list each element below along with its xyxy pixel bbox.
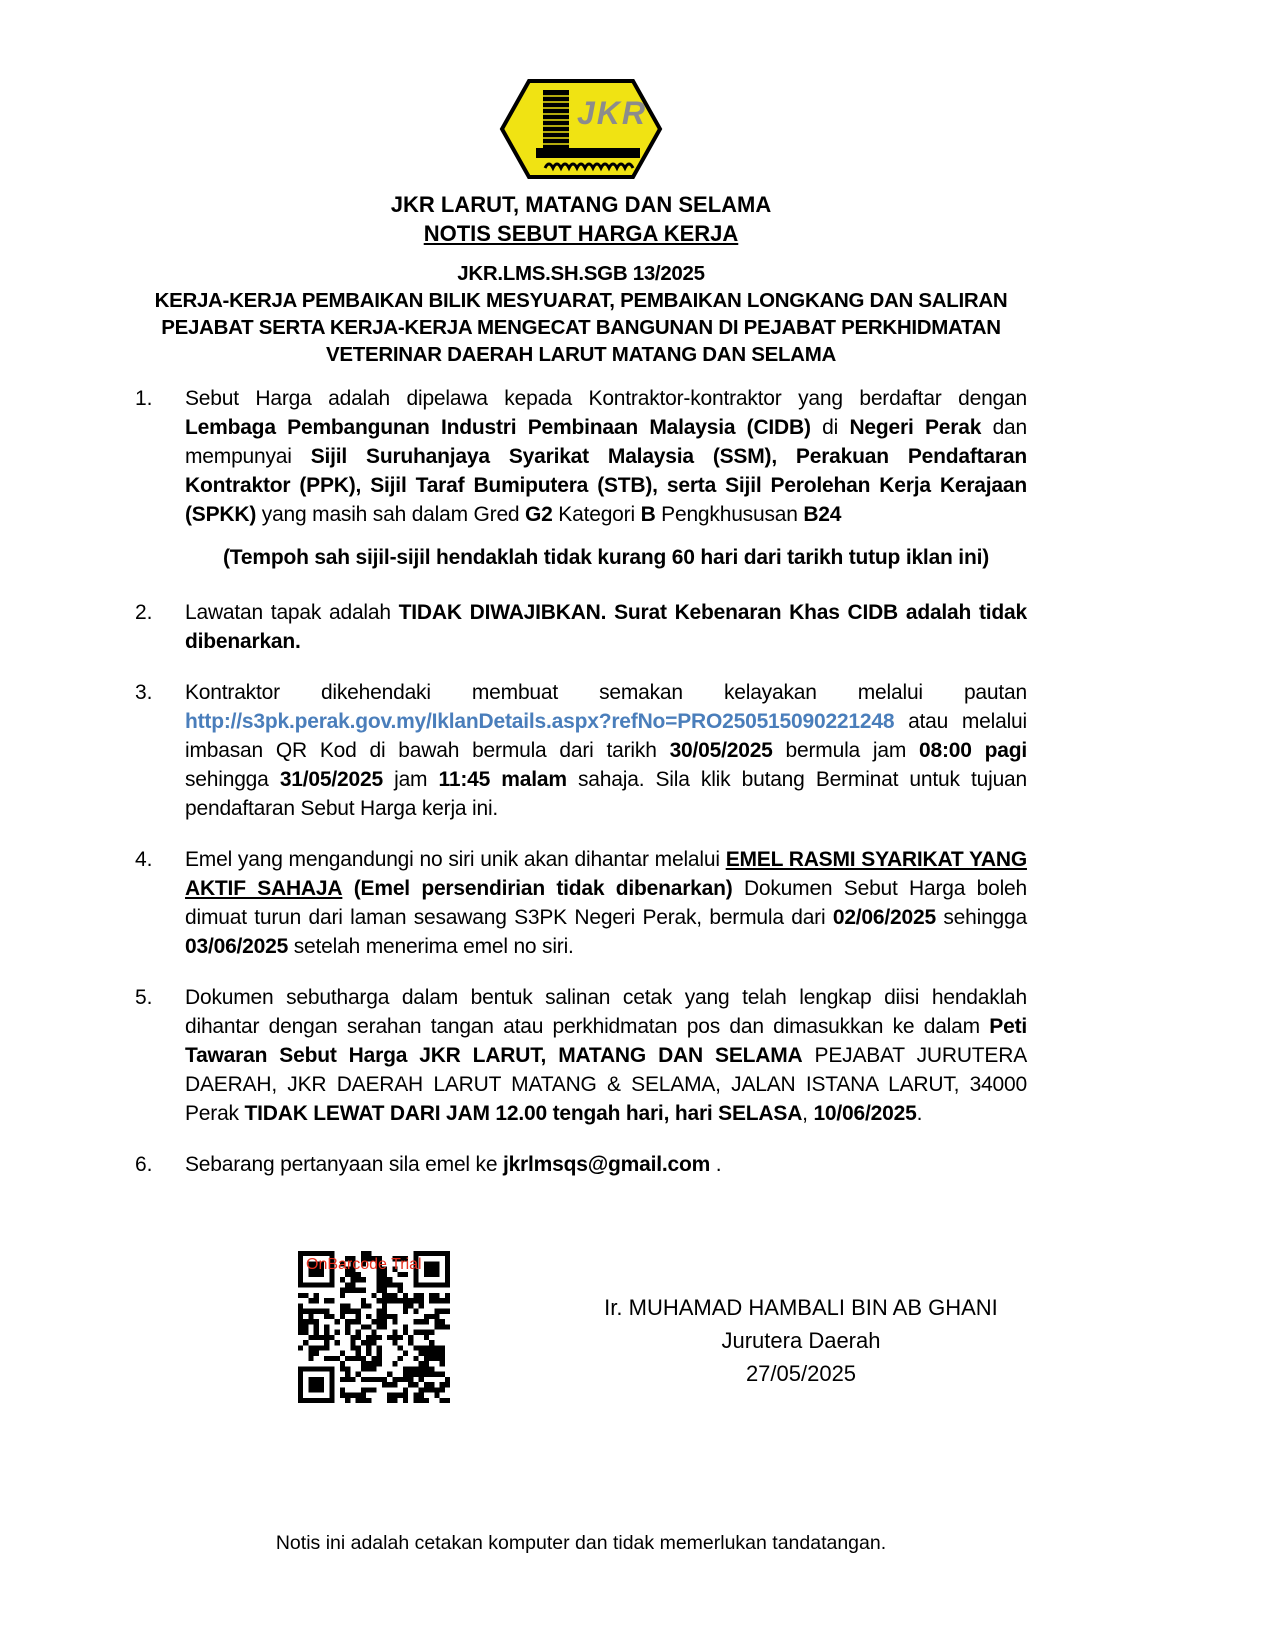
item-text: Kontraktor dikehendaki membuat semakan kelayakan melalui pautan http://s3pk.perak.gov.my/IklanDetails.aspx?refNo=PRO250515090221248 atau melalui imbasan QR Kod di bawah bermula dari tarikh 30/05/2025 bermula jam 08:00 pagi sehingga 31/05/2025 jam 11:45 malam sahaja. Sila klik butang Berminat untuk tujuan pendaftaran Sebut Harga kerja ini. xyxy=(185,681,1028,820)
item-text: Emel yang mengandungi no siri unik akan dihantar melalui EMEL RASMI SYARIKAT YANG AKTIF SAHAJA (Emel persendirian tidak dibenarkan) Dokumen Sebut Harga boleh dimuat turun dari laman sesawang S3PK Negeri Perak, bermula dari 02/06/2025 sehingga 03/06/2025 setelah menerima emel no siri. xyxy=(185,848,1028,958)
work-title-line-2: PEJABAT SERTA KERJA-KERJA MENGECAT BANGUNAN DI PEJABAT PERKHIDMATAN xyxy=(161,316,1001,339)
quotation-ref: JKR.LMS.SH.SGB 13/2025 xyxy=(457,262,705,285)
item-text: Sebarang pertanyaan sila emel ke jkrlmsqs@gmail.com . xyxy=(185,1153,722,1176)
validity-note: (Tempoh sah sijil-sijil hendaklah tidak kurang 60 hari dari tarikh tutup iklan ini) xyxy=(223,546,989,569)
item-number: 6. xyxy=(135,1153,153,1176)
signatory-name: Ir. MUHAMAD HAMBALI BIN AB GHANI xyxy=(604,1295,998,1320)
item-number: 5. xyxy=(135,986,153,1009)
item-number: 1. xyxy=(135,387,153,410)
footer-note: Notis ini adalah cetakan komputer dan tidak memerlukan tandatangan. xyxy=(275,1532,887,1554)
signature-date: 27/05/2025 xyxy=(745,1361,857,1386)
list-item-3 xyxy=(135,678,1027,823)
notice-list xyxy=(135,384,1027,1179)
jkr-logo-icon xyxy=(499,78,663,180)
work-title-line-1: KERJA-KERJA PEMBAIKAN BILIK MESYUARAT, PEMBAIKAN LONGKANG DAN SALIRAN xyxy=(154,289,1008,312)
item-text: Lawatan tapak adalah TIDAK DIWAJIBKAN. Surat Kebenaran Khas CIDB adalah tidak dibenarkan. xyxy=(185,601,1027,653)
logo-text: JKR xyxy=(577,95,648,131)
item-text: Sebut Harga adalah dipelawa kepada Kontraktor-kontraktor yang berdaftar dengan Lembaga Pembangunan Industri Pembinaan Malaysia (CIDB) di Negeri Perak dan mempunyai Sijil Suruhanjaya Syarikat Malaysia (SSM), Perakuan Pendaftaran Kontraktor (PPK), Sijil Taraf Bumiputera (STB), serta Sijil Perolehan Kerja Kerajaan (SPKK) yang masih sah dalam Gred G2 Kategori B Pengkhususan B24 xyxy=(185,387,1028,526)
qr-signature-row xyxy=(135,1251,1027,1403)
work-title-line-3: VETERINAR DAERAH LARUT MATANG DAN SELAMA xyxy=(326,343,836,366)
signatory-title: Jurutera Daerah xyxy=(721,1328,881,1353)
item-number: 3. xyxy=(135,681,153,704)
logo-container xyxy=(135,78,1027,182)
list-item-5 xyxy=(135,983,1027,1128)
list-item-1 xyxy=(135,384,1027,529)
list-item-4 xyxy=(135,845,1027,961)
notice-title-line xyxy=(135,219,1027,248)
qr-trial-watermark: OnBarcode Trial xyxy=(306,1256,422,1273)
notice-title: NOTIS SEBUT HARGA KERJA xyxy=(423,221,739,246)
org-name: JKR LARUT, MATANG DAN SELAMA xyxy=(390,192,772,217)
item-number: 2. xyxy=(135,601,153,624)
item-number: 4. xyxy=(135,848,153,871)
item-text: Dokumen sebutharga dalam bentuk salinan cetak yang telah lengkap diisi hendaklah dihantar dengan serahan tangan atau perkhidmatan pos dan dimasukkan ke dalam Peti Tawaran Sebut Harga JKR LARUT, MATANG DAN SELAMA PEJABAT JURUTERA DAERAH, JKR DAERAH LARUT MATANG & SELAMA, JALAN ISTANA LARUT, 34000 Perak TIDAK LEWAT DARI JAM 12.00 tengah hari, hari SELASA, 10/06/2025. xyxy=(185,986,1028,1125)
title-block xyxy=(135,260,1027,368)
signature-block xyxy=(575,1251,1027,1403)
qr-code xyxy=(298,1251,450,1403)
list-item-6 xyxy=(135,1150,1027,1179)
procurement-link[interactable]: http://s3pk.perak.gov.my/IklanDetails.aspx?refNo=PRO250515090221248 xyxy=(185,710,895,733)
list-item-2 xyxy=(135,598,1027,656)
